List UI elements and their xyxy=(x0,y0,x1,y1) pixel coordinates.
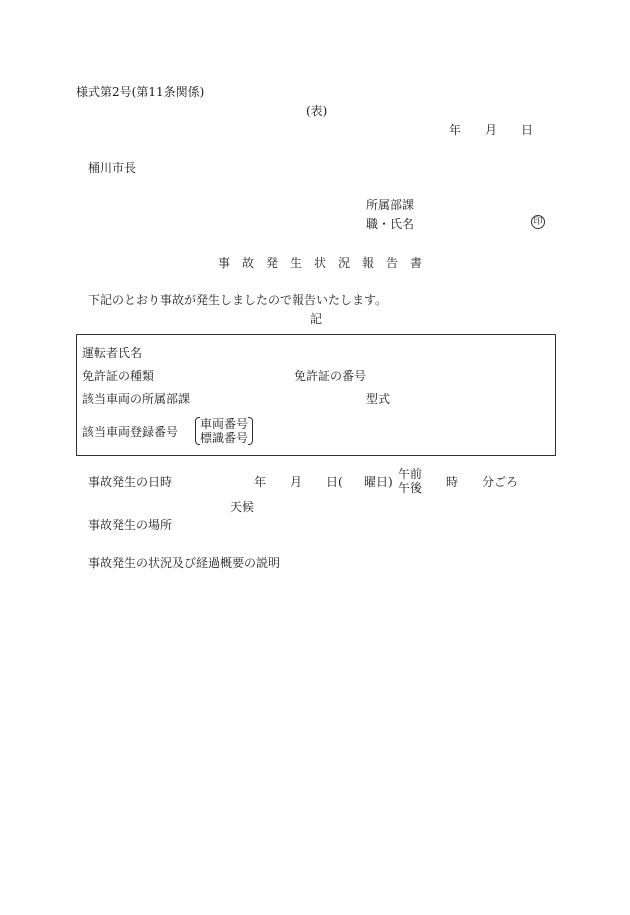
weather-label: 天候 xyxy=(230,500,255,514)
place-label: 事故発生の場所 xyxy=(88,518,173,532)
reporter-department: 所属部課 xyxy=(366,198,415,212)
description-label: 事故発生の状況及び経過概要の説明 xyxy=(88,556,281,570)
accident-minute: 分ごろ xyxy=(482,475,519,489)
model-label: 型式 xyxy=(366,392,391,406)
driver-name-label: 運転者氏名 xyxy=(82,346,143,360)
right-bracket xyxy=(248,417,253,445)
addressee: 桶川市長 xyxy=(88,161,137,175)
accident-day: 日( xyxy=(326,475,343,489)
vehicle-number-label: 車両番号 xyxy=(200,417,249,431)
pm-label: 午後 xyxy=(398,481,423,495)
accident-hour: 時 xyxy=(446,475,459,489)
datetime-label: 事故発生の日時 xyxy=(88,475,173,489)
front-label: (表) xyxy=(306,104,328,118)
accident-month: 月 xyxy=(290,475,303,489)
report-title: 事故発生状況報告書 xyxy=(218,256,435,270)
accident-weekday: 曜日) xyxy=(364,475,393,489)
date-month: 月 xyxy=(485,123,498,137)
intro-text: 下記のとおり事故が発生しましたので報告いたします。 xyxy=(88,293,388,307)
form-number: 様式第2号(第11条関係) xyxy=(76,85,205,99)
number-type-bracket xyxy=(200,417,248,445)
registration-number-label: 該当車両登録番号 xyxy=(82,425,179,439)
reporter-title-name: 職・氏名 xyxy=(366,217,415,231)
am-label: 午前 xyxy=(398,467,423,481)
left-bracket xyxy=(195,417,200,445)
seal-mark: 印 xyxy=(531,215,545,229)
am-pm-choice xyxy=(398,467,422,495)
date-year: 年 xyxy=(449,123,462,137)
ki-label: 記 xyxy=(310,312,323,326)
date-day: 日 xyxy=(521,123,534,137)
vehicle-department-label: 該当車両の所属部課 xyxy=(82,392,191,406)
accident-year: 年 xyxy=(254,475,267,489)
license-number-label: 免許証の番号 xyxy=(294,369,367,383)
license-type-label: 免許証の種類 xyxy=(82,369,155,383)
plate-number-label: 標識番号 xyxy=(200,431,249,445)
